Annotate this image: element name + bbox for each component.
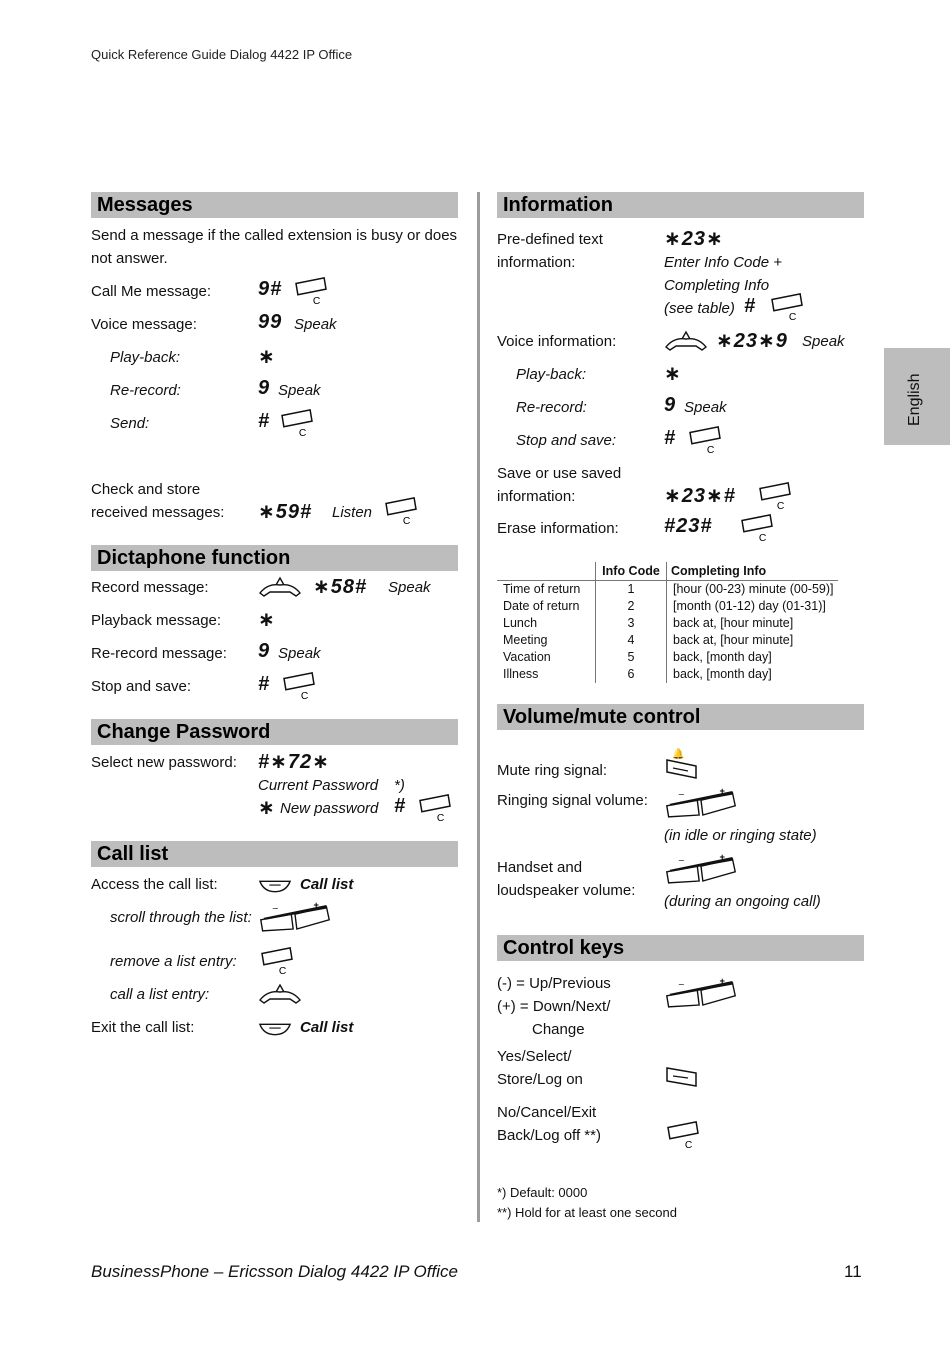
yes-select-label-1: Yes/Select/ bbox=[497, 1048, 572, 1065]
check-store-label-1: Check and store bbox=[91, 481, 201, 498]
table-row bbox=[497, 666, 838, 683]
ringing-volume-label: Ringing signal volume: bbox=[497, 792, 648, 809]
speak-text: Speak bbox=[802, 333, 845, 350]
save-info-code: ∗23∗# bbox=[664, 485, 736, 507]
language-label: English bbox=[906, 373, 923, 426]
dictaphone-heading: Dictaphone function bbox=[91, 545, 458, 571]
information-heading: Information bbox=[497, 192, 864, 218]
speak-text: Speak bbox=[388, 579, 431, 596]
no-cancel-label-2: Back/Log off **) bbox=[497, 1127, 601, 1144]
table-cell: 5 bbox=[596, 649, 667, 666]
info-playback-label: Play-back: bbox=[516, 366, 587, 383]
volume-key-icon bbox=[258, 900, 332, 934]
save-info-label-2: information: bbox=[497, 488, 576, 505]
check-store-label-2: received messages: bbox=[91, 504, 225, 521]
record-code: ∗58# bbox=[313, 576, 368, 598]
info-code-table bbox=[497, 562, 838, 683]
speak-text: Speak bbox=[684, 399, 727, 416]
table-cell: Time of return bbox=[503, 582, 581, 596]
voice-message-code: 99 bbox=[258, 311, 283, 333]
star-code: ∗ bbox=[258, 797, 276, 819]
rerecord-code: 9 bbox=[258, 377, 271, 399]
no-cancel-label-1: No/Cancel/Exit bbox=[497, 1104, 597, 1121]
listen-text: Listen bbox=[332, 504, 373, 521]
messages-intro-2: not answer. bbox=[91, 250, 168, 267]
speak-text: Speak bbox=[278, 382, 321, 399]
table-row bbox=[497, 649, 838, 666]
mute-key-icon bbox=[664, 746, 700, 780]
table-row bbox=[497, 632, 838, 649]
c-key-icon bbox=[292, 276, 330, 306]
speak-text: Speak bbox=[278, 645, 321, 662]
handset-volume-label-2: loudspeaker volume: bbox=[497, 882, 636, 899]
star-code: ∗ bbox=[258, 346, 276, 368]
erase-info-label: Erase information: bbox=[497, 520, 619, 537]
c-key-icon bbox=[756, 481, 794, 511]
table-cell: Date of return bbox=[503, 599, 580, 613]
hash-code: # bbox=[744, 295, 757, 317]
send-label: Send: bbox=[110, 415, 150, 432]
table-cell: back, [month day] bbox=[673, 667, 772, 681]
call-list-text: Call list bbox=[300, 1019, 354, 1036]
erase-info-code: #23# bbox=[664, 515, 713, 537]
handset-volume-label-1: Handset and bbox=[497, 859, 583, 876]
table-row bbox=[497, 581, 838, 599]
list-key-icon bbox=[258, 1021, 292, 1037]
current-password-text: Current Password bbox=[258, 777, 379, 794]
current-password-note: *) bbox=[394, 777, 405, 794]
record-message-label: Record message: bbox=[91, 579, 209, 596]
hash-code: # bbox=[664, 427, 677, 449]
predefined-label-1: Pre-defined text bbox=[497, 231, 603, 248]
table-cell: back, [month day] bbox=[673, 650, 772, 664]
remove-entry-label: remove a list entry: bbox=[110, 953, 237, 970]
call-list-text: Call list bbox=[300, 876, 354, 893]
password-heading: Change Password bbox=[91, 719, 458, 745]
password-code: #∗72∗ bbox=[258, 751, 330, 773]
access-call-list-label: Access the call list: bbox=[91, 876, 218, 893]
rerecord-code: 9 bbox=[258, 640, 271, 662]
table-row bbox=[497, 598, 838, 615]
list-key-icon bbox=[258, 878, 292, 894]
c-key-icon bbox=[280, 671, 318, 701]
ringing-note: (in idle or ringing state) bbox=[664, 827, 817, 844]
table-cell: back at, [hour minute] bbox=[673, 616, 794, 630]
table-cell: Meeting bbox=[503, 633, 548, 647]
rerecord-message-label: Re-record message: bbox=[91, 645, 227, 662]
hash-code: # bbox=[258, 673, 271, 695]
handset-note: (during an ongoing call) bbox=[664, 893, 821, 910]
enter-info-code-text: Enter Info Code + bbox=[664, 254, 782, 271]
voice-information-label: Voice information: bbox=[497, 333, 617, 350]
voice-information-code: ∗23∗9 bbox=[716, 330, 788, 352]
control-plus-label: (+) = Down/Next/ bbox=[497, 998, 611, 1015]
rerecord-label: Re-record: bbox=[110, 382, 181, 399]
handset-icon bbox=[258, 982, 302, 1006]
footnote-hold: **) Hold for at least one second bbox=[497, 1205, 677, 1220]
messages-heading: Messages bbox=[91, 192, 458, 218]
table-cell: [hour (00-23) minute (00-59)] bbox=[673, 582, 834, 596]
table-cell: 3 bbox=[596, 615, 667, 632]
c-key-icon bbox=[686, 425, 724, 455]
page-number: 11 bbox=[844, 1262, 862, 1281]
voice-message-label: Voice message: bbox=[91, 316, 197, 333]
c-key-icon bbox=[768, 292, 806, 322]
table-cell: [month (01-12) day (01-31)] bbox=[673, 599, 826, 613]
footer-title: BusinessPhone – Ericsson Dialog 4422 IP Office bbox=[91, 1262, 458, 1281]
check-store-code: ∗59# bbox=[258, 501, 313, 523]
volume-heading: Volume/mute control bbox=[497, 704, 864, 730]
table-cell: 6 bbox=[596, 666, 667, 683]
mute-ring-label: Mute ring signal: bbox=[497, 762, 608, 779]
table-row bbox=[497, 615, 838, 632]
table-header bbox=[497, 562, 596, 581]
predefined-label-2: information: bbox=[497, 254, 576, 271]
c-key-icon bbox=[664, 1120, 702, 1150]
handset-icon bbox=[664, 329, 708, 353]
c-key-icon bbox=[258, 946, 296, 976]
control-keys-heading: Control keys bbox=[497, 935, 864, 961]
exit-call-list-label: Exit the call list: bbox=[91, 1019, 195, 1036]
star-code: ∗ bbox=[258, 609, 276, 631]
star-code: ∗ bbox=[664, 363, 682, 385]
hash-code: # bbox=[394, 795, 407, 817]
call-entry-label: call a list entry: bbox=[110, 986, 210, 1003]
stop-save-label: Stop and save: bbox=[91, 678, 192, 695]
completing-info-text: Completing Info bbox=[664, 277, 770, 294]
playback-label: Play-back: bbox=[110, 349, 181, 366]
table-header: Info Code bbox=[596, 562, 667, 581]
footnote-default: *) Default: 0000 bbox=[497, 1185, 588, 1200]
select-password-label: Select new password: bbox=[91, 754, 237, 771]
column-divider bbox=[477, 192, 480, 1222]
yes-select-label-2: Store/Log on bbox=[497, 1071, 583, 1088]
scroll-list-label: scroll through the list: bbox=[110, 909, 252, 926]
table-cell: back at, [hour minute] bbox=[673, 633, 794, 647]
new-password-text: New password bbox=[280, 800, 379, 817]
c-key-icon bbox=[278, 408, 316, 438]
see-table-text: (see table) bbox=[664, 300, 735, 317]
predefined-code: ∗23∗ bbox=[664, 228, 724, 250]
c-key-icon bbox=[416, 793, 454, 823]
language-tab bbox=[884, 348, 950, 445]
call-me-code: 9# bbox=[258, 278, 283, 300]
save-info-label-1: Save or use saved bbox=[497, 465, 622, 482]
c-key-icon bbox=[382, 496, 420, 526]
table-cell: Lunch bbox=[503, 616, 538, 630]
call-me-label: Call Me message: bbox=[91, 283, 212, 300]
svg-text:🔔: 🔔 bbox=[672, 749, 685, 760]
rerecord-code: 9 bbox=[664, 394, 677, 416]
info-rerecord-label: Re-record: bbox=[516, 399, 587, 416]
table-cell: Illness bbox=[503, 667, 539, 681]
volume-key-icon bbox=[664, 852, 738, 886]
handset-icon bbox=[258, 575, 302, 599]
control-minus-label: (-) = Up/Previous bbox=[497, 975, 611, 992]
control-change-label: Change bbox=[532, 1021, 585, 1038]
messages-intro-1: Send a message if the called extension is busy or does bbox=[91, 227, 458, 244]
table-cell: 4 bbox=[596, 632, 667, 649]
speak-text: Speak bbox=[294, 316, 337, 333]
call-list-heading: Call list bbox=[91, 841, 458, 867]
volume-key-icon bbox=[664, 786, 738, 820]
table-cell: Vacation bbox=[503, 650, 551, 664]
volume-key-icon bbox=[664, 976, 738, 1010]
page-header: Quick Reference Guide Dialog 4422 IP Office bbox=[91, 47, 353, 62]
table-cell: 1 bbox=[596, 581, 667, 599]
c-key-icon bbox=[738, 513, 776, 543]
table-header: Completing Info bbox=[667, 562, 838, 581]
yes-key-icon bbox=[664, 1064, 700, 1088]
hash-code: # bbox=[258, 410, 271, 432]
info-stop-save-label: Stop and save: bbox=[516, 432, 617, 449]
table-cell: 2 bbox=[596, 598, 667, 615]
table-header-row bbox=[497, 562, 838, 581]
playback-message-label: Playback message: bbox=[91, 612, 222, 629]
